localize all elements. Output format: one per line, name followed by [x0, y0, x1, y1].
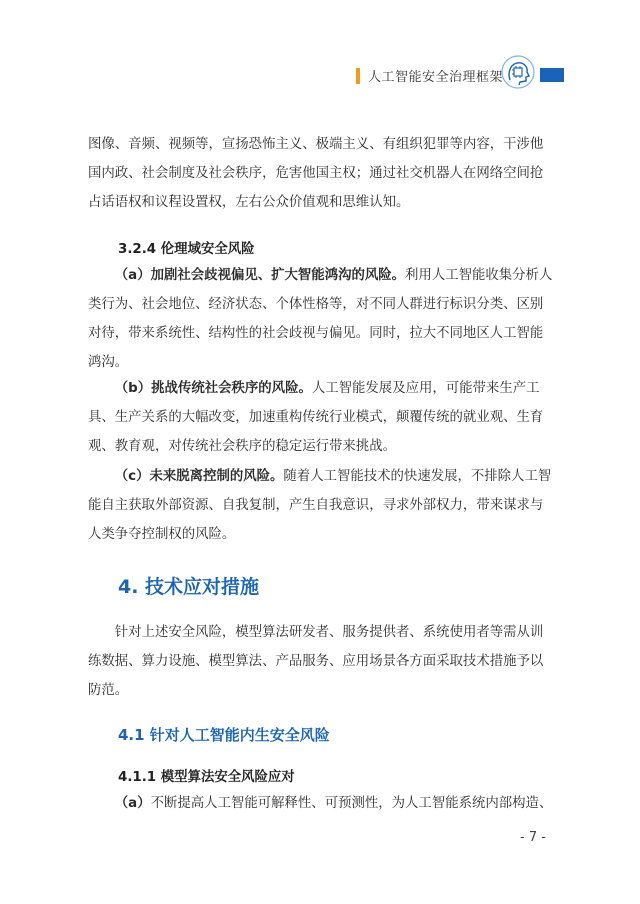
item-a-paragraph: [88, 261, 554, 377]
item-a-body: 利用人工智能收集分析人类行为、社会地位、经济状态、个体性格等，对不同人群进行标识分类、区别对待，带来系统性、结构性的社会歧视与偏见。同时，拉大不同地区人工智能鸿沟。: [88, 268, 553, 370]
heading-4-1: 4.1 针对人工智能内生安全风险: [118, 726, 330, 744]
item-4-1-1-a-title: （a）: [114, 796, 151, 811]
item-c-title: （c）未来脱离控制的风险。: [114, 469, 284, 484]
section-4-paragraph: 针对上述安全风险，模型算法研发者、服务提供者、系统使用者等需从训练数据、算力设施、模型算法、产品服务、应用场景各方面采取技术措施予以防范。: [88, 625, 544, 698]
item-b-paragraph: [88, 374, 554, 461]
item-4-1-1-a-paragraph: [88, 789, 554, 818]
paragraph-continuation: 图像、音频、视频等，宣扬恐怖主义、极端主义、有组织犯罪等内容，干涉他国内政、社会制度及社会秩序，危害他国主权；通过社交机器人在网络空间抢占话语权和议程设置权，左右公众价值观和思维认知。: [88, 137, 544, 210]
item-c-paragraph: [88, 462, 554, 549]
item-b-title: （b）挑战传统社会秩序的风险。: [114, 381, 312, 396]
item-a-title: （a）加剧社会歧视偏见、扩大智能鸿沟的风险。: [114, 268, 406, 283]
heading-3-2-4: 3.2.4 伦理域安全风险: [118, 242, 255, 257]
page-number: - 7 -: [520, 830, 546, 845]
header-blue-block: [540, 68, 564, 82]
page-header: [0, 64, 640, 90]
heading-4-1-1: 4.1.1 模型算法安全风险应对: [118, 770, 295, 785]
item-4-1-1-a-body: 不断提高人工智能可解释性、可预测性，为人工智能系统内部构造、: [150, 796, 553, 811]
item-c-body: 随着人工智能技术的快速发展，不排除人工智能自主获取外部资源、自我复制，产生自我意识，寻求外部权力，带来谋求与人类争夺控制权的风险。: [88, 469, 552, 542]
heading-section-4: 4. 技术应对措施: [118, 576, 260, 598]
header-accent-bar: [356, 68, 360, 84]
header-title: 人工智能安全治理框架: [368, 70, 504, 85]
item-b-body: 人工智能发展及应用，可能带来生产工具、生产关系的大幅改变，加速重构传统行业模式，颠覆传统的就业观、生育观、教育观，对传统社会秩序的稳定运行带来挑战。: [88, 381, 544, 454]
ai-head-icon: [500, 54, 536, 90]
